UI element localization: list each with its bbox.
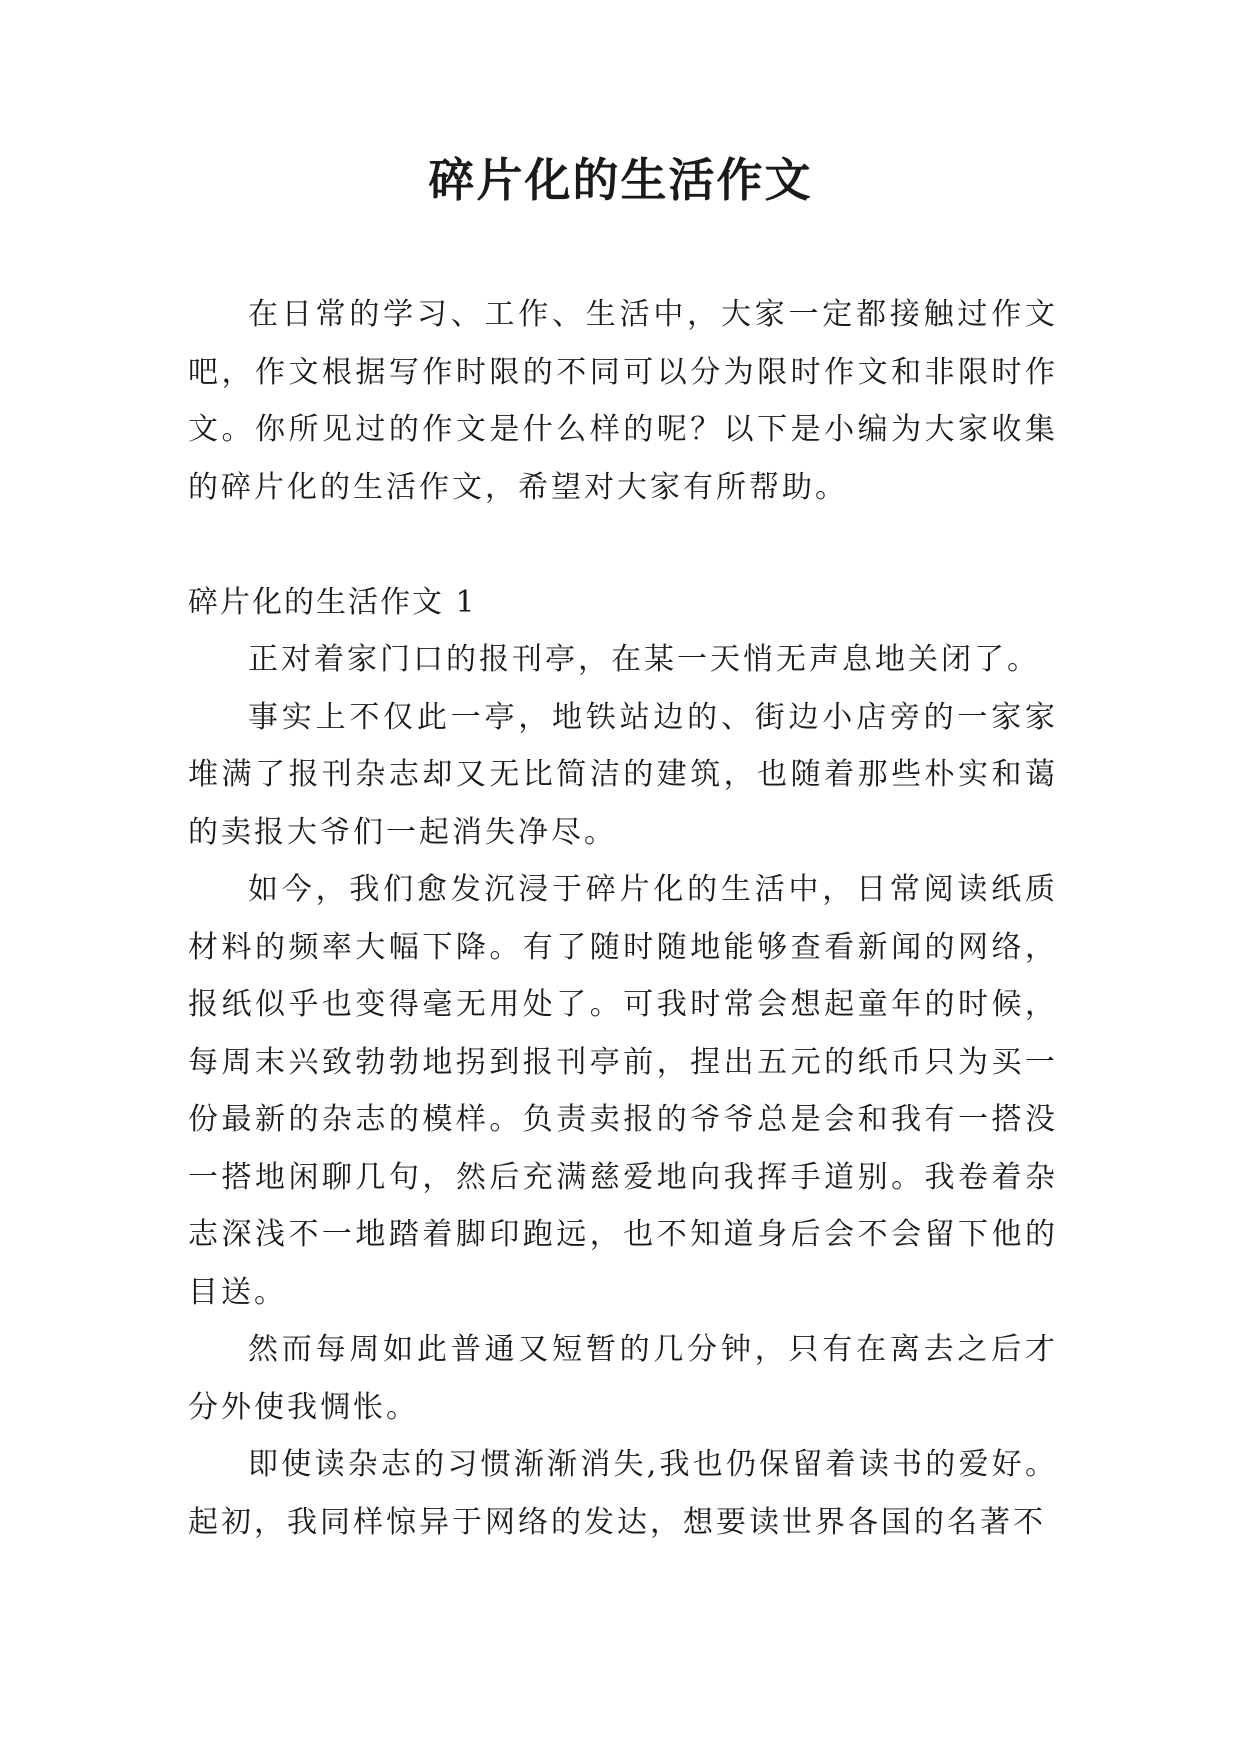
body-paragraph: 正对着家门口的报刊亭，在某一天悄无声息地关闭了。 (248, 642, 1040, 677)
intro-paragraph: 在日常的学习、工作、生活中，大家一定都接触过作文吧，作文根据写作时限的不同可以分为限时作文和非限时作文。你所见过的作文是什么样的呢？以下是小编为大家收集的碎片化的生活作文，希望对大家有所帮助。 (188, 297, 1058, 505)
body-paragraph: 然而每周如此普通又短暂的几分钟，只有在离去之后才分外使我惆怅。 (188, 1332, 1058, 1425)
body-paragraph: 如今，我们愈发沉浸于碎片化的生活中，日常阅读纸质材料的频率大幅下降。有了随时随地能够查看新闻的网络，报纸似乎也变得毫无用处了。可我时常会想起童年的时候，每周末兴致勃勃地拐到报刊亭前，捏出五元的纸币只为买一份最新的杂志的模样。负责卖报的爷爷总是会和我有一搭没一搭地闲聊几句，然后充满慈爱地向我挥手道别。我卷着杂志深浅不一地踏着脚印跑远，也不知道身后会不会留下他的目送。 (188, 872, 1058, 1310)
section-heading: 碎片化的生活作文 1 (188, 584, 477, 620)
body-paragraph: 即使读杂志的习惯渐渐消失,我也仍保留着读书的爱好。起初，我同样惊异于网络的发达，想要读世界各国的名著不 (188, 1447, 1058, 1540)
document-title: 碎片化的生活作文 (428, 153, 813, 207)
body-paragraph: 事实上不仅此一亭，地铁站边的、街边小店旁的一家家堆满了报刊杂志却又无比简洁的建筑，也随着那些朴实和蔼的卖报大爷们一起消失净尽。 (188, 699, 1058, 850)
document-body (188, 286, 1058, 1551)
